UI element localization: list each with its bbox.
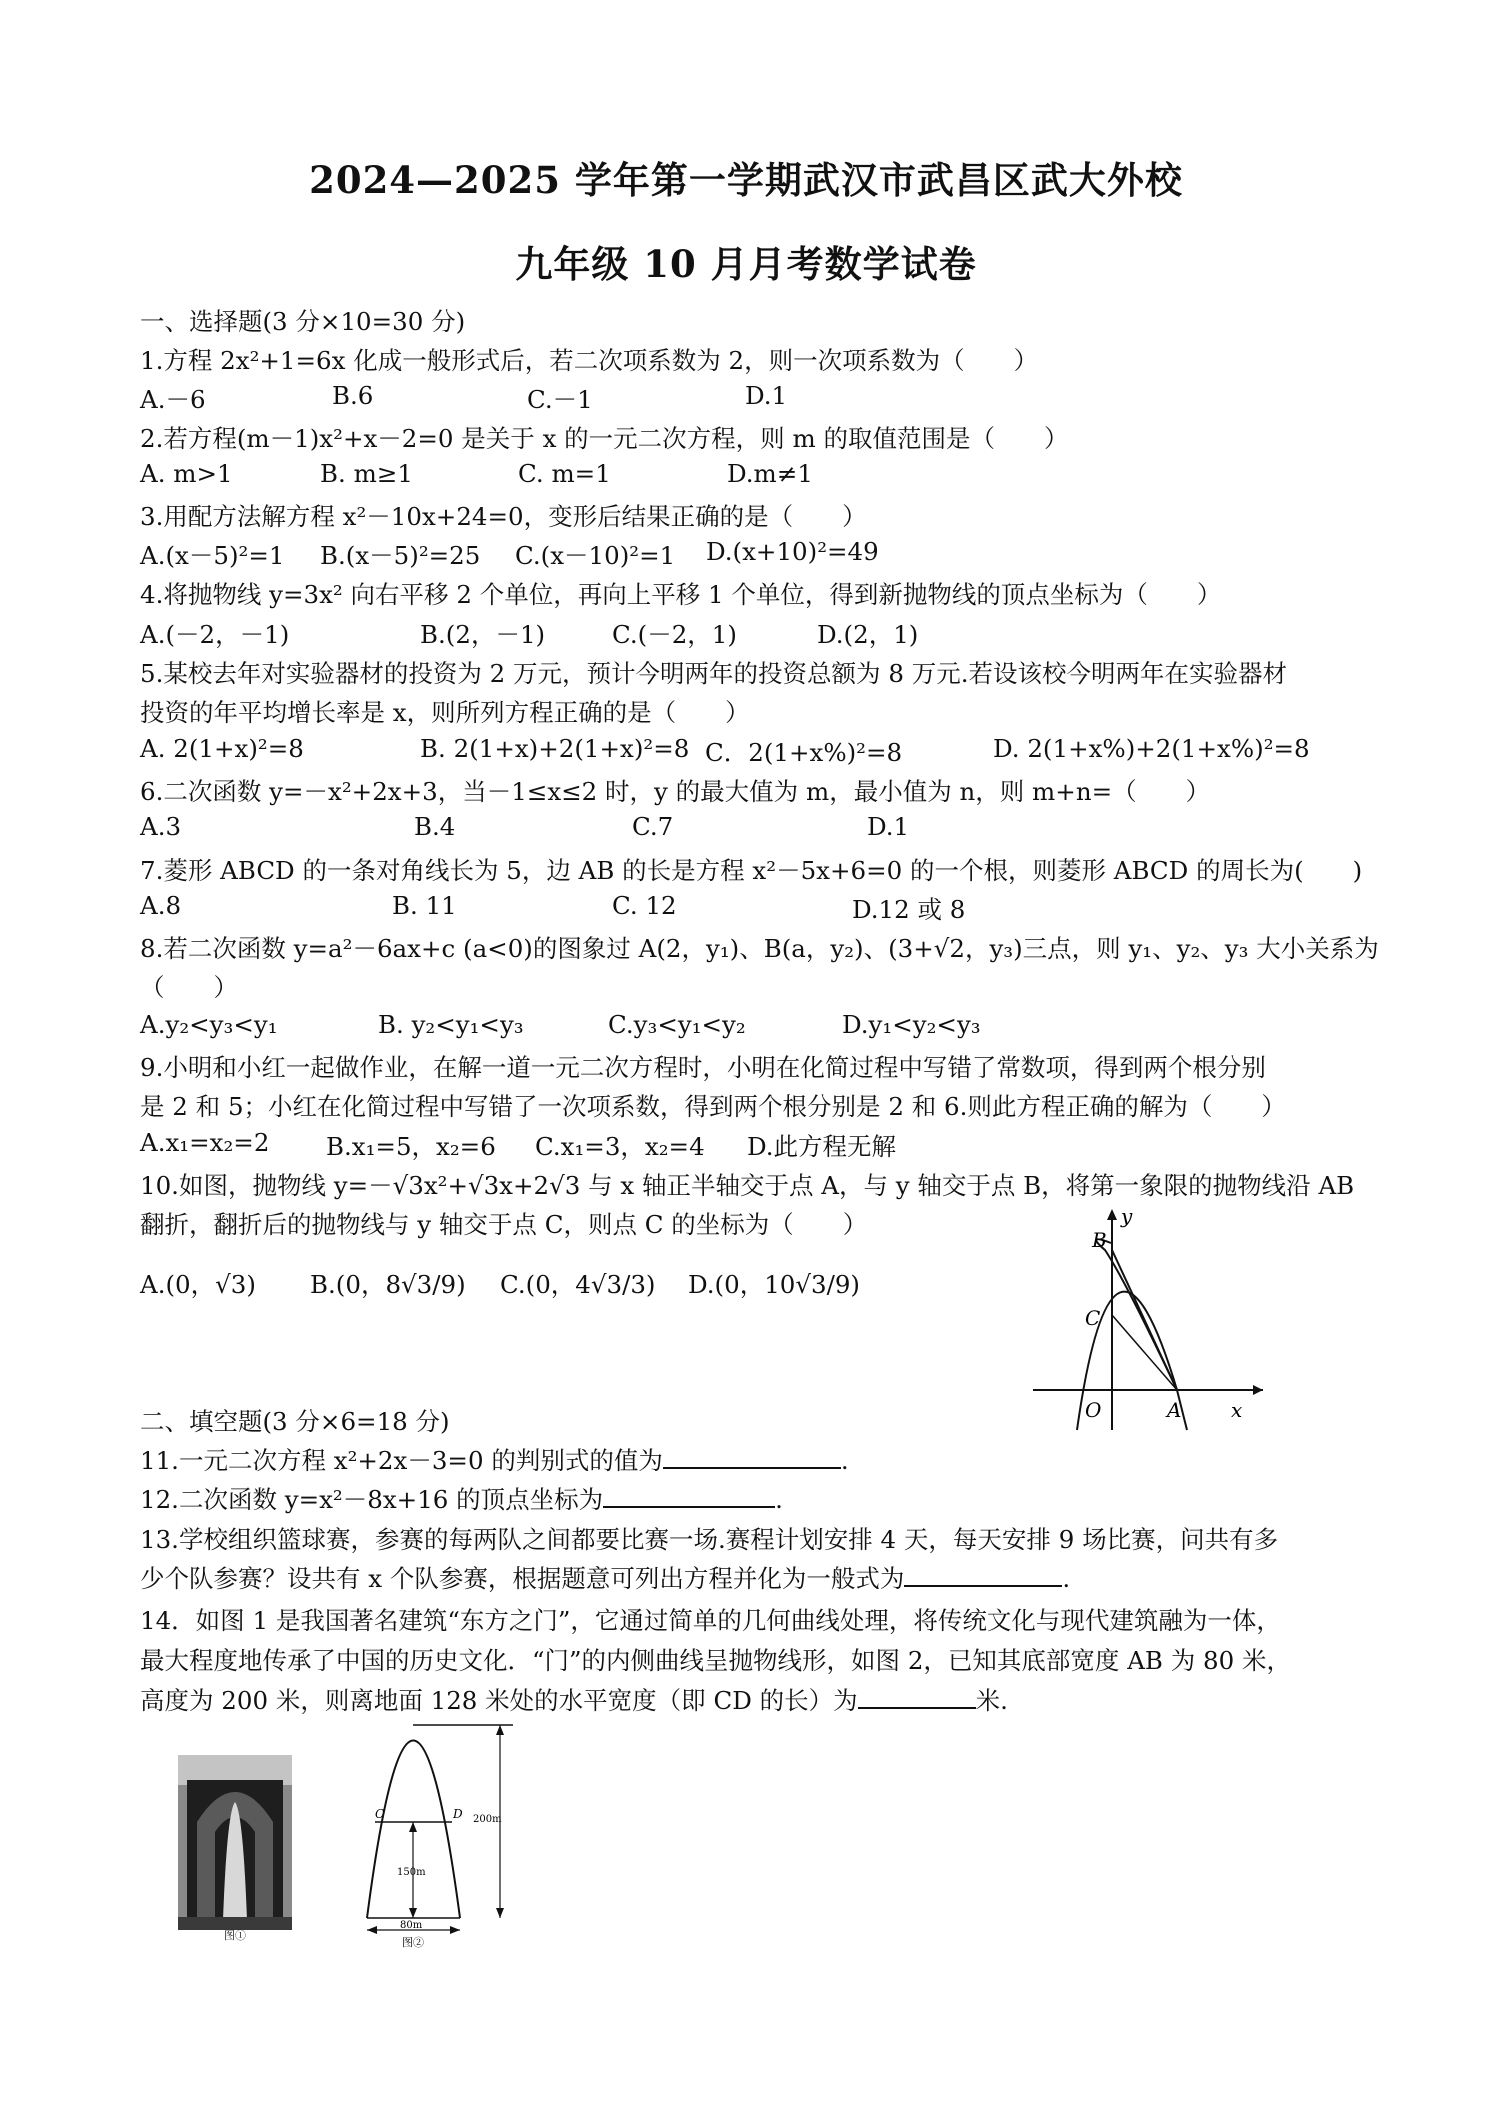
fig2-caption: 图② [402,1936,424,1949]
q5-option-a: A. 2(1+x)²=8 [140,734,304,763]
q8-option-b: B. y₂<y₁<y₃ [378,1010,524,1039]
q8-stem-cont: （ ） [140,973,238,1002]
q5-option-c: C．2(1+x%)²=8 [705,738,903,767]
q11-stem: 11.一元二次方程 x²+2x－3=0 的判别式的值为 [140,1446,663,1475]
q9-option-d: D.此方程无解 [747,1132,897,1161]
q4-option-d: D.(2，1) [817,620,919,649]
q6-option-a: A.3 [140,812,182,841]
q9-option-b: B.x₁=5，x₂=6 [326,1132,496,1161]
q5-stem-cont: 投资的年平均增长率是 x，则所列方程正确的是（ ） [140,698,750,727]
q14-line2: 最大程度地传承了中国的历史文化．“门”的内侧曲线呈抛物线形，如图 2，已知其底部宽度 AB 为 80 米， [140,1646,1291,1675]
q8-stem: 8.若二次函数 y=a²－6ax+c (a<0)的图象过 A(2，y₁)、B(a，y₂)、(3+√2，y₃)三点，则 y₁、y₂、y₃ 大小关系为 [140,934,1379,963]
q7-option-c: C. 12 [612,891,677,920]
q3-stem: 3.用配方法解方程 x²－10x+24=0，变形后结果正确的是（ ） [140,502,867,531]
q3-option-c: C.(x－10)²=1 [515,541,676,570]
q8-option-d: D.y₁<y₂<y₃ [842,1010,981,1039]
q1-stem: 1.方程 2x²+1=6x 化成一般形式后，若二次项系数为 2，则一次项系数为（ ） [140,346,1039,375]
fig2-label-150m: 150m [397,1867,426,1878]
q10-option-c: C.(0，4√3/3) [500,1270,656,1299]
q14-figure2 [345,1718,520,1950]
q14 [140,1682,1008,1717]
q9-option-c: C.x₁=3，x₂=4 [535,1132,705,1161]
fig1-caption: 图① [224,1929,246,1942]
q7-stem: 7.菱形 ABCD 的一条对角线长为 5，边 AB 的长是方程 x²－5x+6=0 的一个根，则菱形 ABCD 的周长为( ) [140,856,1363,885]
q14-unit: 米. [975,1686,1008,1715]
q11-answer-blank[interactable] [663,1467,841,1469]
q13: 少个队参赛？设共有 x 个队参赛，根据题意可列出方程并化为一般式为 . [140,1564,1071,1593]
q4-option-c: C.(－2，1) [612,620,737,649]
q9-stem-cont: 是 2 和 5；小红在化简过程中写错了一次项系数，得到两个根分别是 2 和 6.则此方程正确的解为（ ） [140,1092,1286,1121]
q1-option-c: C.－1 [527,385,593,414]
q8-option-a: A.y₂<y₃<y₁ [140,1010,278,1039]
q8-option-c: C.y₃<y₁<y₂ [608,1010,746,1039]
q10-option-b: B.(0，8√3/9) [310,1270,466,1299]
q10-stem-cont: 翻折，翻折后的抛物线与 y 轴交于点 C，则点 C 的坐标为（ ） [140,1210,868,1239]
q10-option-a: A.(0，√3) [140,1270,256,1299]
exam-title-line1: 2024—2025 学年第一学期武汉市武昌区武大外校 [309,158,1183,202]
q7-option-a: A.8 [140,891,182,920]
fig2-label-200m: 200m [473,1814,502,1825]
q7-option-b: B. 11 [392,891,457,920]
q6-stem: 6.二次函数 y=－x²+2x+3，当－1≤x≤2 时，y 的最大值为 m，最小值为 n，则 m+n=（ ） [140,777,1211,806]
q2-option-c: C. m=1 [518,459,611,488]
q12-stem: 12.二次函数 y=x²－8x+16 的顶点坐标为 [140,1485,604,1514]
fig10-label-a: A [1167,1398,1182,1422]
q9-stem: 9.小明和小红一起做作业，在解一道一元二次方程时，小明在化简过程中写错了常数项，得到两个根分别 [140,1053,1266,1082]
q1-option-d: D.1 [745,381,788,410]
q5-option-d: D. 2(1+x%)+2(1+x%)²=8 [993,734,1310,763]
fig10-label-y: y [1121,1205,1133,1228]
q10-stem: 10.如图，抛物线 y=－√3x²+√3x+2√3 与 x 轴正半轴交于点 A，与 y 轴交于点 B，将第一象限的抛物线沿 AB [140,1171,1355,1200]
q5-stem: 5.某校去年对实验器材的投资为 2 万元，预计今明两年的投资总额为 8 万元.若设该校今明两年在实验器材 [140,659,1287,688]
q7-option-d: D.12 或 8 [852,895,966,924]
q2-option-b: B. m≥1 [320,459,413,488]
q10-figure [1025,1205,1270,1437]
q3-option-b: B.(x－5)²=25 [320,541,481,570]
section2-heading: 二、填空题(3 分×6=18 分) [140,1407,450,1436]
q14-answer-blank[interactable] [858,1707,976,1709]
q14-figure1 [175,1752,295,1942]
fig2-label-d: D [453,1807,463,1821]
q13-line1: 13.学校组织篮球赛，参赛的每两队之间都要比赛一场.赛程计划安排 4 天，每天安排 9 场比赛，问共有多 [140,1525,1279,1554]
q5-option-b: B. 2(1+x)+2(1+x)²=8 [420,734,690,763]
q4-option-a: A.(－2，－1) [140,620,290,649]
q10-option-d: D.(0，10√3/9) [688,1270,860,1299]
fig2-label-c: C [375,1807,385,1821]
q3-option-a: A.(x－5)²=1 [140,541,285,570]
q11: 11.一元二次方程 x²+2x－3=0 的判别式的值为 . [140,1446,849,1475]
fig10-label-o: O [1085,1398,1102,1422]
q6-option-d: D.1 [867,812,910,841]
q4-stem: 4.将抛物线 y=3x² 向右平移 2 个单位，再向上平移 1 个单位，得到新抛物线的顶点坐标为（ ） [140,580,1222,609]
q12: 12.二次函数 y=x²－8x+16 的顶点坐标为 . [140,1485,783,1514]
q1-option-b: B.6 [332,381,374,410]
q12-answer-blank[interactable] [603,1506,775,1508]
q13-stem: 少个队参赛？设共有 x 个队参赛，根据题意可列出方程并化为一般式为 [140,1564,905,1593]
q9-option-a: A.x₁=x₂=2 [140,1128,270,1157]
q6-option-b: B.4 [414,812,456,841]
fig2-label-80m: 80m [400,1920,423,1931]
q4-option-b: B.(2，－1) [420,620,546,649]
fig10-label-b: B [1092,1228,1107,1252]
q2-option-a: A. m>1 [140,459,233,488]
exam-title-line2: 九年级 10 月月考数学试卷 [515,242,977,286]
q13-answer-blank[interactable] [904,1585,1062,1587]
q2-stem: 2.若方程(m－1)x²+x－2=0 是关于 x 的一元二次方程，则 m 的取值范围是（ ） [140,424,1069,453]
q6-option-c: C.7 [632,812,674,841]
q14-stem: 高度为 200 米，则离地面 128 米处的水平宽度（即 CD 的长）为 [140,1686,858,1715]
q3-option-d: D.(x+10)²=49 [706,537,879,566]
q2-option-d: D.m≠1 [727,459,813,488]
q1-option-a: A.－6 [140,385,206,414]
fig10-label-c: C [1085,1306,1101,1330]
fig10-label-x: x [1231,1398,1243,1422]
section1-heading: 一、选择题(3 分×10=30 分) [140,307,466,336]
q14-line1: 14．如图 1 是我国著名建筑“东方之门”，它通过简单的几何曲线处理，将传统文化与现代建筑融为一体， [140,1606,1281,1635]
